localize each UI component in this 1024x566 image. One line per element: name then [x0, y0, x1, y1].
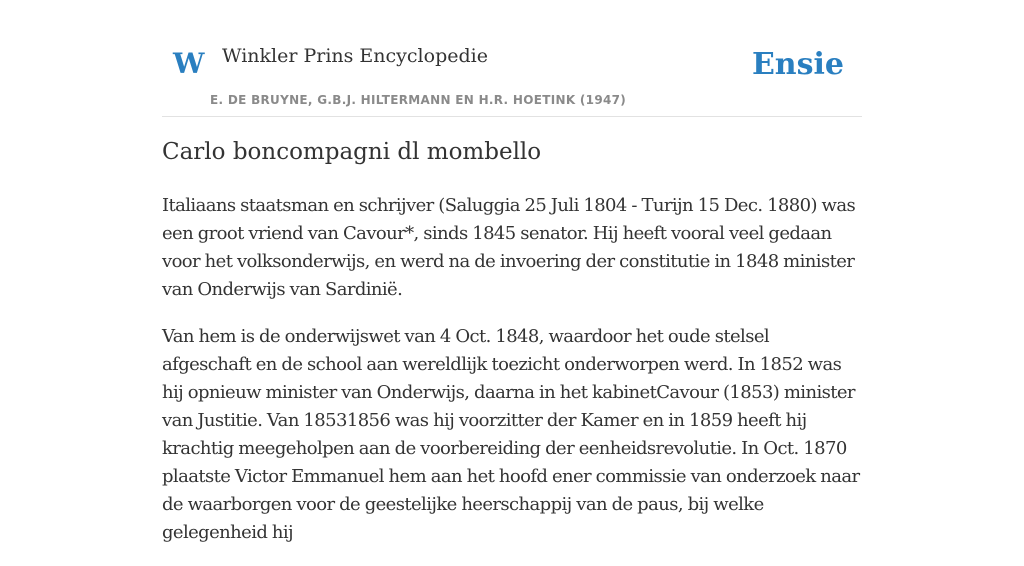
- encyclopedia-logo-icon[interactable]: W: [173, 47, 205, 80]
- header: [162, 0, 862, 117]
- ensie-brand-link[interactable]: Ensie: [751, 47, 844, 82]
- encyclopedia-title[interactable]: Winkler Prins Encyclopedie: [222, 45, 488, 67]
- article-paragraph: Italiaans staatsman en schrijver (Saluggia 25 Juli 1804 - Turijn 15 Dec. 1880) was een groot vriend van Cavour*, sinds 1845 senator. Hij heeft vooral veel gedaan voor het volksonderwijs, en werd na de invoering der constitutie in 1848 minister van Onderwijs van Sardinië.: [162, 195, 856, 300]
- article-body: [162, 192, 862, 566]
- article-title: Carlo boncompagni dl mombello: [162, 139, 542, 165]
- authors-line: E. DE BRUYNE, G.B.J. HILTERMANN EN H.R. HOETINK (1947): [210, 93, 627, 107]
- article-paragraph: Van hem is de onderwijswet van 4 Oct. 1848, waardoor het oude stelsel afgeschaft en de school aan wereldlijk toezicht onderworpen werd. In 1852 was hij opnieuw minister van Onderwijs, daarna in het kabinetCavour (1853) minister van Justitie. Van 18531856 was hij voorzitter der Kamer en in 1859 heeft hij krachtig meegeholpen aan de voorbereiding der eenheidsrevolutie. In Oct. 1870 plaatste Victor Emmanuel hem aan het hoofd ener commissie van onderzoek naar de waarborgen voor de geestelijke heerschappij van de paus, bij welke gelegenheid hij: [162, 326, 860, 543]
